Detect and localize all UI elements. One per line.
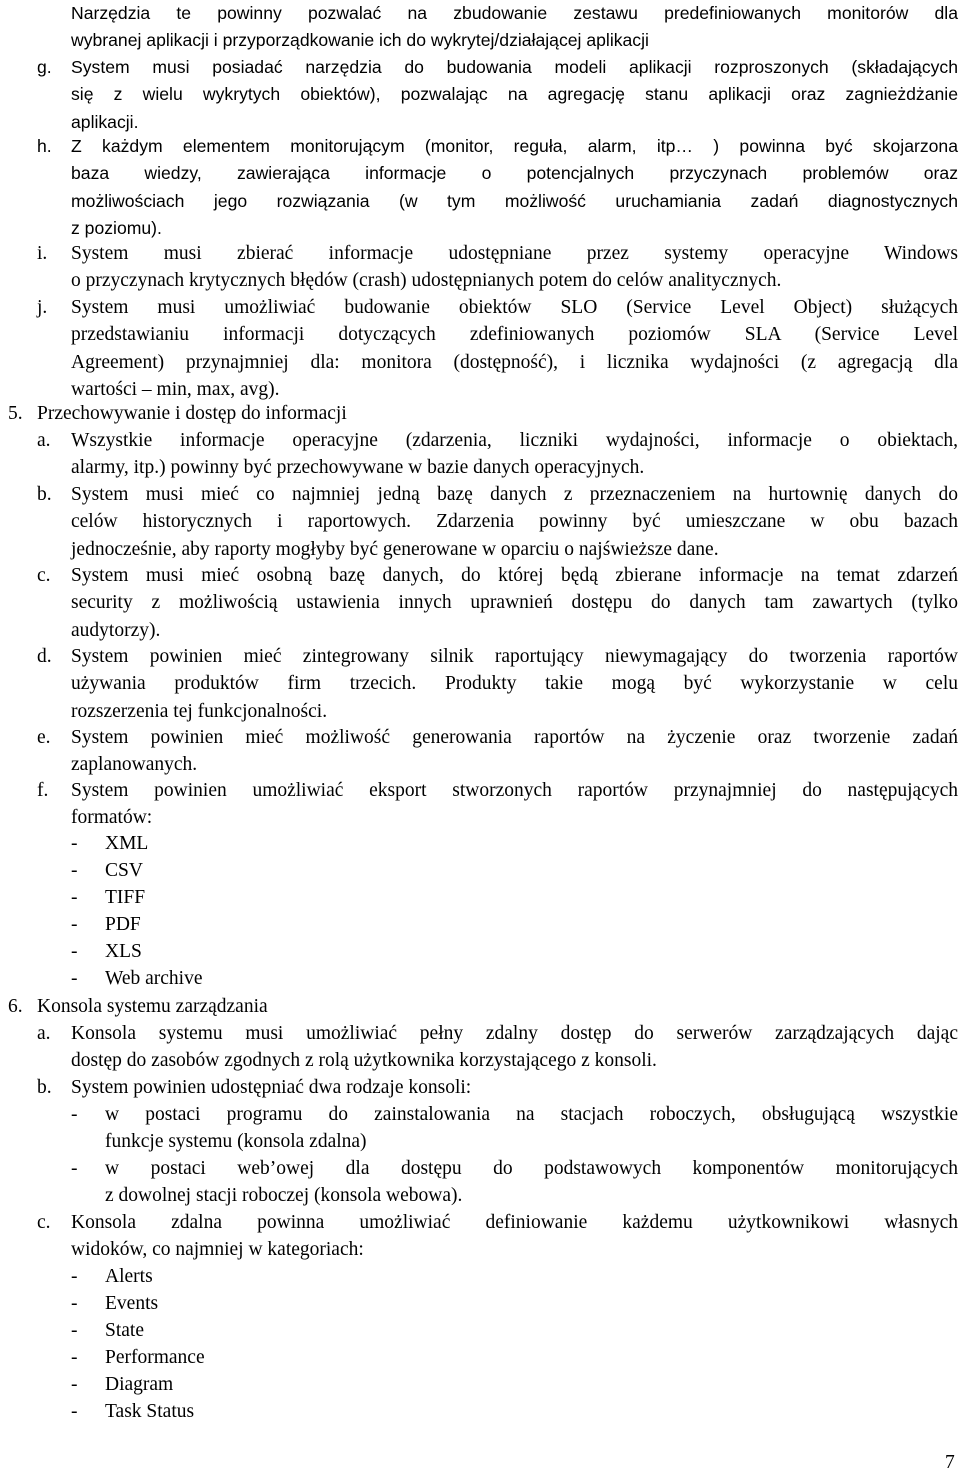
list-marker: e. xyxy=(37,727,51,748)
list-item-6a xyxy=(71,1020,958,1075)
text-line: Wszystkie informacje operacyjne (zdarzenia, liczniki wydajności, informacje o obiektach, xyxy=(71,430,958,451)
text-line: z poziomu). xyxy=(71,217,162,238)
list-marker: h. xyxy=(37,136,52,156)
bullet-dash: - xyxy=(71,1320,78,1341)
list-marker: i. xyxy=(37,243,48,264)
list-marker: d. xyxy=(37,646,52,667)
bullet-dash: - xyxy=(71,941,78,962)
bullet-text: XML xyxy=(105,833,149,854)
bullet-text: Diagram xyxy=(105,1374,174,1395)
section-title: Konsola systemu zarządzania xyxy=(37,996,268,1017)
text-line: Narzędzia te powinny pozwalać na zbudowanie zestawu predefiniowanych monitorów dla xyxy=(71,3,958,23)
bullet-dash: - xyxy=(71,968,78,989)
view-category-item xyxy=(105,1290,958,1317)
list-item-5a xyxy=(71,427,958,482)
bullet-dash: - xyxy=(71,1347,78,1368)
bullet-dash: - xyxy=(71,914,78,935)
text-line: funkcje systemu (konsola zdalna) xyxy=(105,1131,367,1153)
list-item-5e xyxy=(71,724,958,779)
text-line: System powinien udostępniać dwa rodzaje konsoli: xyxy=(71,1077,472,1098)
bullet-dash: - xyxy=(71,1293,78,1314)
list-marker: j. xyxy=(37,297,48,318)
bullet-text: State xyxy=(105,1320,144,1341)
list-marker: b. xyxy=(37,484,52,505)
view-category-item xyxy=(105,1398,958,1425)
view-category-item xyxy=(105,1317,958,1344)
text-line: Agreement) przynajmniej dla: monitora (dostępność), i licznika wydajności (z agregacją dla xyxy=(71,351,958,373)
text-line: możliwościach jego rozwiązania (w tym możliwość uruchamiania zadań diagnostycznych xyxy=(71,190,958,211)
format-item xyxy=(105,857,958,884)
text-line: System musi mieć osobną bazę danych, do której będą zbierane informacje na temat zdarzeń xyxy=(71,565,958,586)
text-line: System musi posiadać narzędzia do budowania modeli aplikacji rozproszonych (składających xyxy=(71,57,958,77)
text-line: rozszerzenia tej funkcjonalności. xyxy=(71,700,328,722)
text-line: System musi mieć co najmniej jedną bazę danych z przeznaczeniem na hurtownię danych do xyxy=(71,484,958,505)
text-line: System powinien mieć możliwość generowania raportów na życzenie oraz tworzenie zadań xyxy=(71,727,958,748)
bullet-dash: - xyxy=(71,1401,78,1422)
text-line: widoków, co najmniej w kategoriach: xyxy=(71,1239,364,1261)
text-line: o przyczynach krytycznych błędów (crash) udostępnianych potem do celów analitycznych. xyxy=(71,270,782,292)
console-type-item xyxy=(105,1101,958,1156)
text-line: System musi umożliwiać budowanie obiektów SLO (Service Level Object) służących xyxy=(71,297,958,318)
format-item xyxy=(105,938,958,965)
text-line: z dowolnej stacji roboczej (konsola webowa). xyxy=(105,1185,463,1207)
list-item-g xyxy=(71,54,958,136)
format-item xyxy=(105,830,958,857)
bullet-text: XLS xyxy=(105,941,142,962)
bullet-dash: - xyxy=(71,1104,78,1125)
text-line: celów historycznych i raportowych. Zdarzenia powinny być umieszczane w obu bazach xyxy=(71,511,958,533)
bullet-text: TIFF xyxy=(105,887,146,908)
text-line: aplikacji. xyxy=(71,111,139,132)
list-item-5d xyxy=(71,643,958,725)
text-line: dostęp do zasobów zgodnych z rolą użytkownika korzystającego z konsoli. xyxy=(71,1050,657,1072)
text-line: zaplanowanych. xyxy=(71,754,198,776)
list-item-i xyxy=(71,240,958,295)
bullet-text: Performance xyxy=(105,1347,205,1368)
bullet-text: CSV xyxy=(105,860,143,881)
text-line: audytorzy). xyxy=(71,619,161,641)
text-line: Konsola systemu musi umożliwiać pełny zdalny dostęp do serwerów zarządzających dając xyxy=(71,1023,958,1044)
list-marker: f. xyxy=(37,780,49,801)
section-title: Przechowywanie i dostęp do informacji xyxy=(37,403,347,424)
text-line: przedstawianiu informacji dotyczących zdefiniowanych poziomów SLA (Service Level xyxy=(71,324,958,346)
text-line: wybranej aplikacji i przyporządkowanie ich do wykrytej/działającej aplikacji xyxy=(71,30,649,51)
text-line: w postaci programu do zainstalowania na stacjach roboczych, obsługującą wszystkie xyxy=(105,1104,958,1125)
list-item-h xyxy=(71,133,958,242)
format-item xyxy=(105,884,958,911)
list-marker: b. xyxy=(37,1077,52,1098)
bullet-text: PDF xyxy=(105,914,141,935)
format-item xyxy=(105,965,958,992)
view-category-item xyxy=(105,1263,958,1290)
list-item-6c xyxy=(71,1209,958,1264)
text-line: formatów: xyxy=(71,807,153,829)
text-line: System powinien umożliwiać eksport stworzonych raportów przynajmniej do następujących xyxy=(71,780,958,801)
page-number: 7 xyxy=(945,1452,955,1473)
list-marker: a. xyxy=(37,430,51,451)
format-item xyxy=(105,911,958,938)
text-line: w postaci web’owej dla dostępu do podstawowych komponentów monitorujących xyxy=(105,1158,958,1179)
text-line: System musi zbierać informacje udostępniane przez systemy operacyjne Windows xyxy=(71,243,958,264)
list-marker: g. xyxy=(37,57,52,77)
continuation-paragraph xyxy=(71,0,958,55)
bullet-dash: - xyxy=(71,1158,78,1179)
text-line: Konsola zdalna powinna umożliwiać definiowanie każdemu użytkownikowi własnych xyxy=(71,1212,958,1233)
text-line: baza wiedzy, zawierająca informacje o potencjalnych przyczynach problemów oraz xyxy=(71,163,958,184)
list-item-5c xyxy=(71,562,958,644)
console-type-item xyxy=(105,1155,958,1210)
bullet-text: Task Status xyxy=(105,1401,195,1422)
text-line: security z możliwością ustawienia innych uprawnień dostępu do danych tam zawartych (tylko xyxy=(71,592,958,614)
list-marker: a. xyxy=(37,1023,51,1044)
bullet-text: Web archive xyxy=(105,968,203,989)
bullet-dash: - xyxy=(71,833,78,854)
bullet-dash: - xyxy=(71,887,78,908)
bullet-text: Alerts xyxy=(105,1266,153,1287)
list-item-5b xyxy=(71,481,958,563)
list-item-j xyxy=(71,294,958,403)
list-marker: c. xyxy=(37,1212,51,1233)
view-category-item xyxy=(105,1371,958,1398)
text-line: wartości – min, max, avg). xyxy=(71,378,280,400)
section-number: 6. xyxy=(8,996,23,1017)
list-item-6b xyxy=(71,1074,958,1101)
view-category-item xyxy=(105,1344,958,1371)
bullet-text: Events xyxy=(105,1293,159,1314)
list-item-5f xyxy=(71,777,958,832)
text-line: jednocześnie, aby raporty mogłyby być generowane w oparciu o najświeższe dane. xyxy=(71,538,719,560)
bullet-dash: - xyxy=(71,860,78,881)
bullet-dash: - xyxy=(71,1266,78,1287)
list-marker: c. xyxy=(37,565,51,586)
bullet-dash: - xyxy=(71,1374,78,1395)
text-line: System powinien mieć zintegrowany silnik raportujący niewymagający do tworzenia raportów xyxy=(71,646,958,667)
text-line: się z wielu wykrytych obiektów), pozwalając na agregację stanu aplikacji oraz zagnieżdżanie xyxy=(71,84,958,105)
text-line: Z każdym elementem monitorującym (monitor, reguła, alarm, itp… ) powinna być skojarzona xyxy=(71,136,958,156)
text-line: używania produktów firm trzecich. Produkty takie mogą być wykorzystanie w celu xyxy=(71,673,958,695)
section-number: 5. xyxy=(8,403,23,424)
text-line: alarmy, itp.) powinny być przechowywane w bazie danych operacyjnych. xyxy=(71,457,645,479)
